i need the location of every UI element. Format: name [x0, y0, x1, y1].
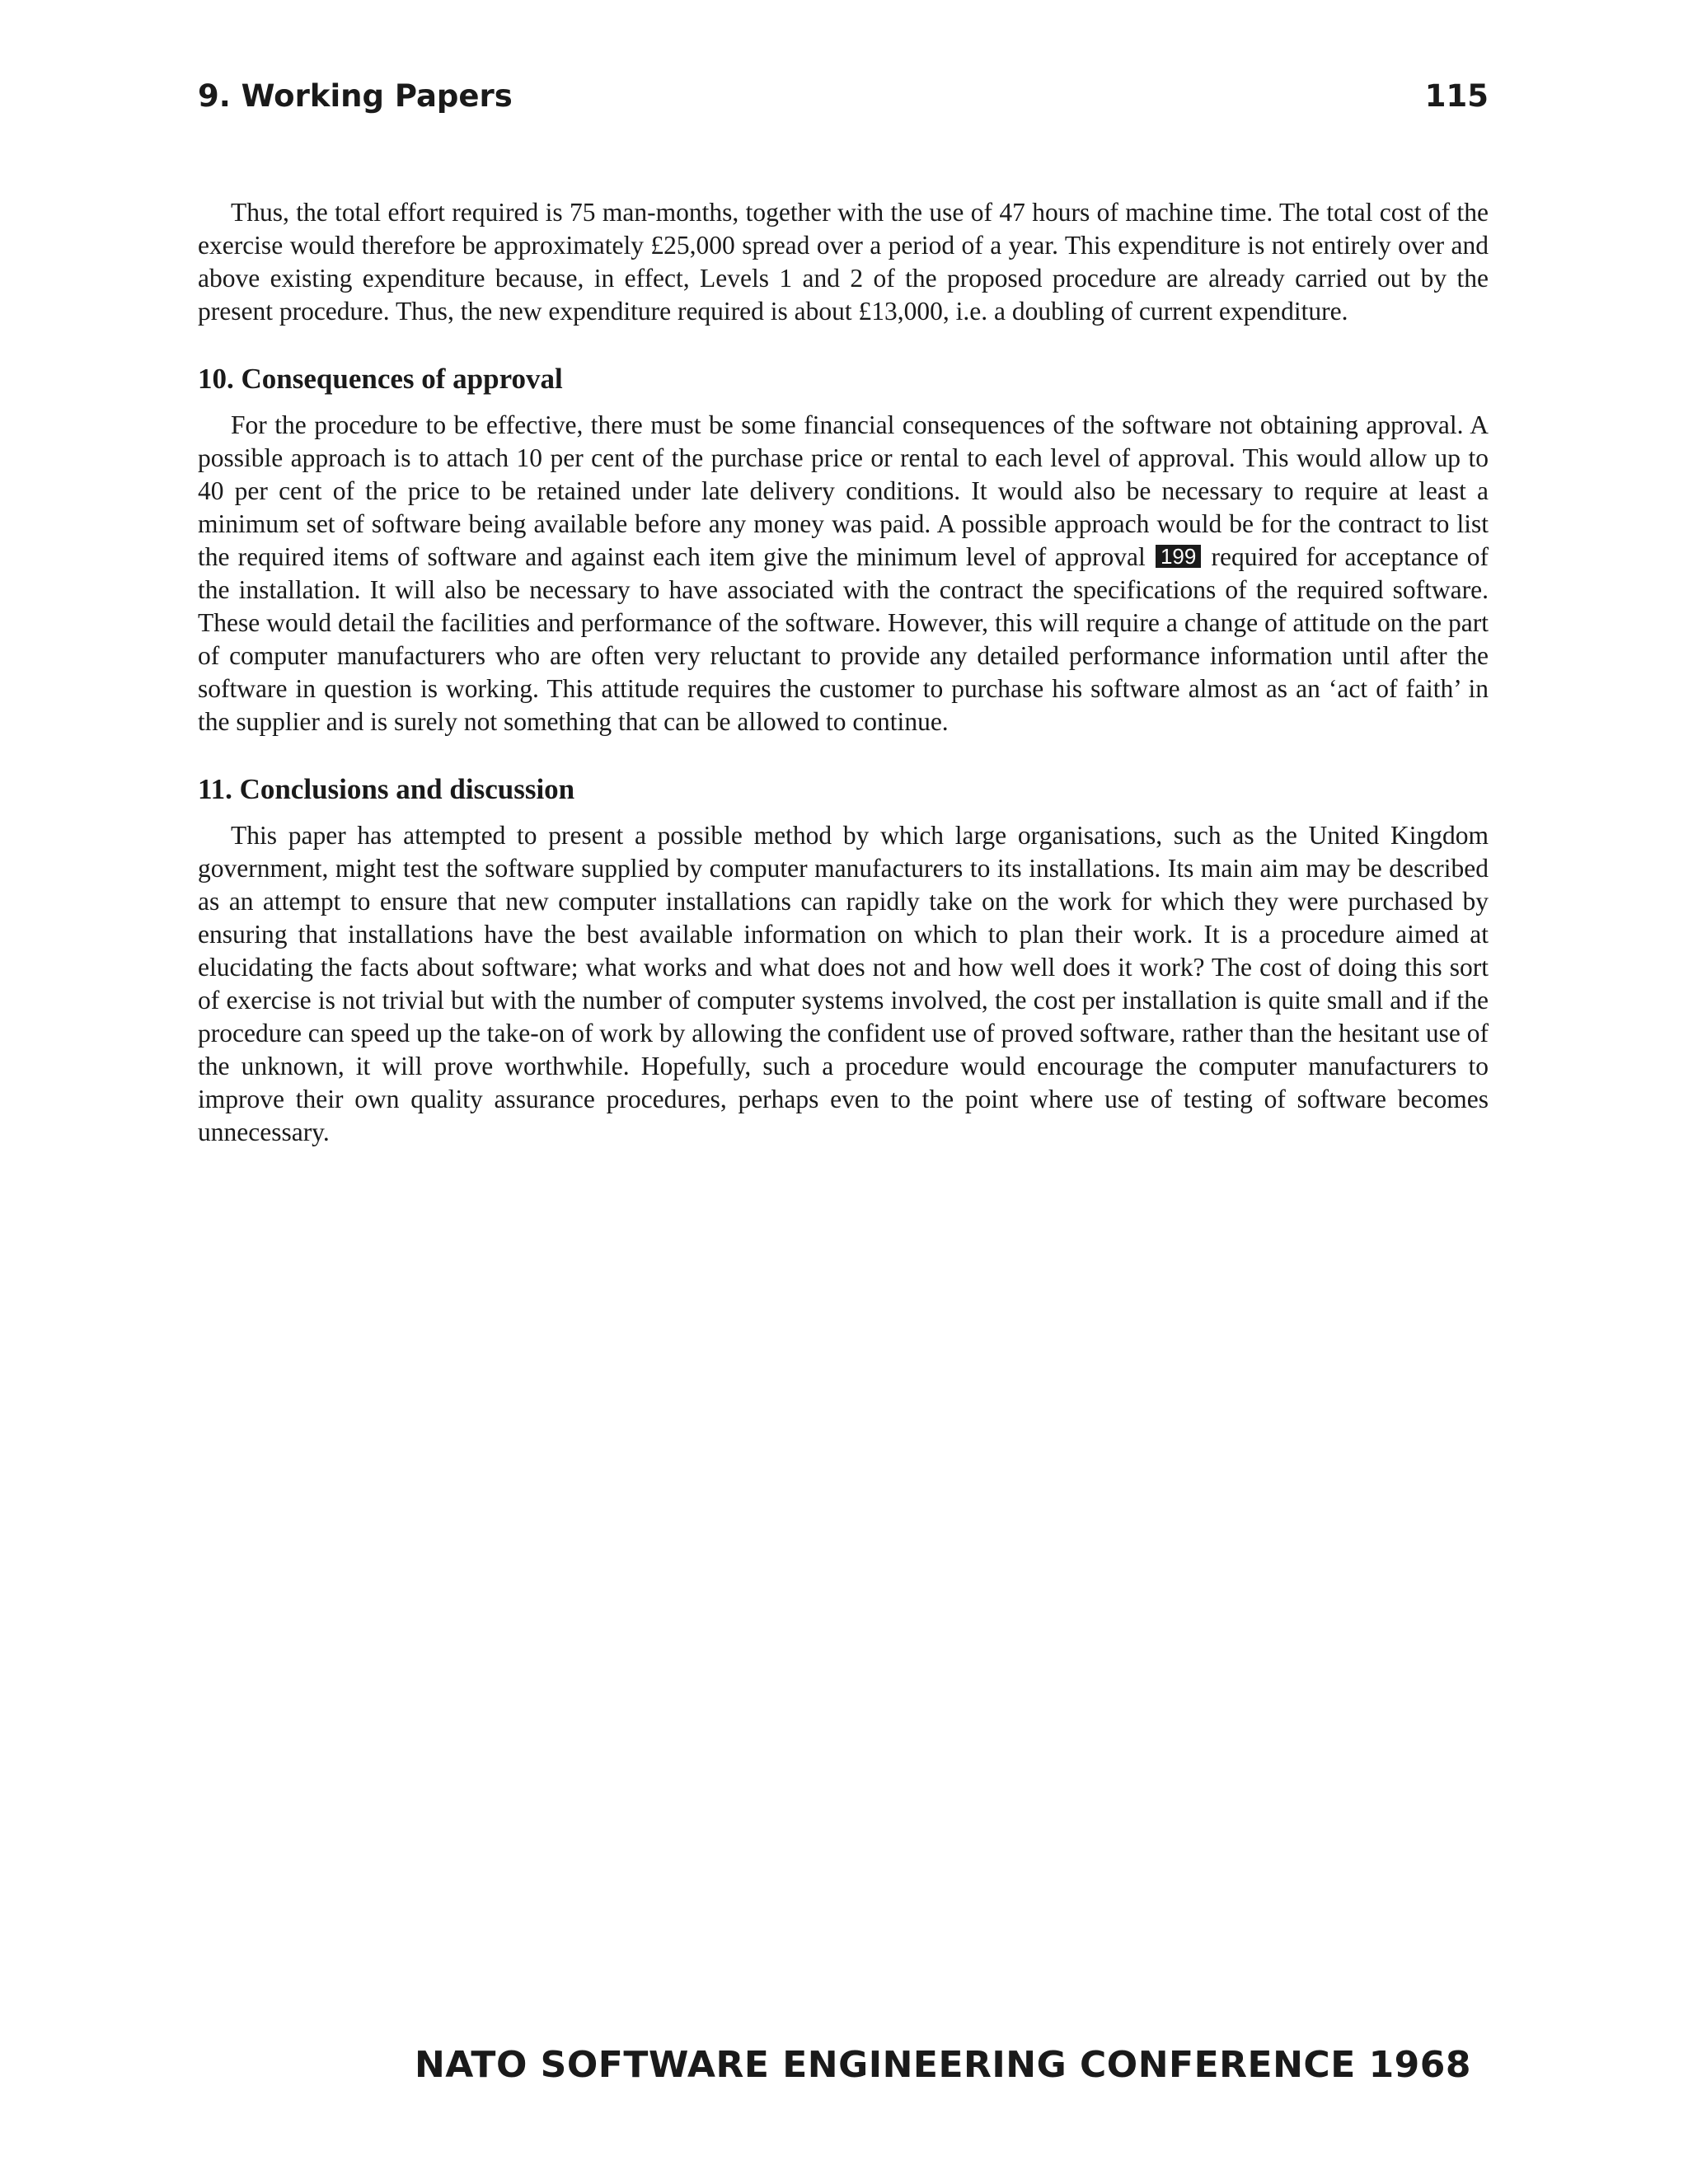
consequences-heading: 10. Consequences of approval	[198, 363, 563, 395]
running-head-section-title: 9. Working Papers	[198, 78, 513, 114]
consequences-paragraph-part1: For the procedure to be effective, there must be some financial consequences of the software not obtaining approval. A possible approach is to attach 10 per cent of the purchase price or rental to each level of approval. This would allow up to 40 per cent of the price to be retained under late delivery conditions. It would also be necessary to require at least a minimum set of software being available before any money was paid. A possible approach would be for the contract to list the required items of software and against each item give the minimum level of approval	[198, 410, 1489, 571]
consequences-paragraph-part2: required for acceptance of the installation. It will also be necessary to have associated with the contract the specifications of the required software. These would detail the facilities and performance of the software. However, this will require a change of attitude on the part of computer manufacturers who are often very reluctant to provide any detailed performance information until after the software in question is working. This attitude requires the customer to purchase his software almost as an ‘act of faith’ in the supplier and is surely not something that can be allowed to continue.	[198, 542, 1489, 736]
intro-paragraph: Thus, the total effort required is 75 man-months, together with the use of 47 hours of machine time. The total cost of the exercise would therefore be approximately £25,000 spread over a period of a year. This expenditure is not entirely over and above existing expenditure because, in effect, Levels 1 and 2 of the proposed procedure are already carried out by the present procedure. Thus, the new expenditure required is about £13,000, i.e. a doubling of current expenditure.	[198, 198, 1489, 326]
conference-footer	[0, 2044, 1688, 2086]
conference-footer-text: NATO SOFTWARE ENGINEERING CONFERENCE 1968	[414, 2044, 1472, 2086]
body-text	[198, 196, 1489, 1149]
conclusions-paragraph: This paper has attempted to present a possible method by which large organisations, such as the United Kingdom government, might test the software supplied by computer manufacturers to its installations. Its main aim may be described as an attempt to ensure that new computer installations can rapidly take on the work for which they were purchased by ensuring that installations have the best available information on which to plan their work. It is a procedure aimed at elucidating the facts about software; what works and what does not and how well does it work? The cost of doing this sort of exercise is not trivial but with the number of computer systems involved, the cost per installation is quite small and if the procedure can speed up the take-on of work by allowing the confident use of proved software, rather than the hesitant use of the unknown, it will prove worthwhile. Hopefully, such a procedure would encourage the computer manufacturers to improve their own quality assurance procedures, perhaps even to the point where use of testing of software becomes unnecessary.	[198, 821, 1489, 1146]
page-number: 115	[1424, 78, 1489, 114]
running-head	[198, 78, 1489, 124]
consequences-paragraph	[198, 409, 1489, 738]
page-reference-badge: 199	[1156, 545, 1201, 568]
conclusions-heading: 11. Conclusions and discussion	[198, 773, 575, 805]
